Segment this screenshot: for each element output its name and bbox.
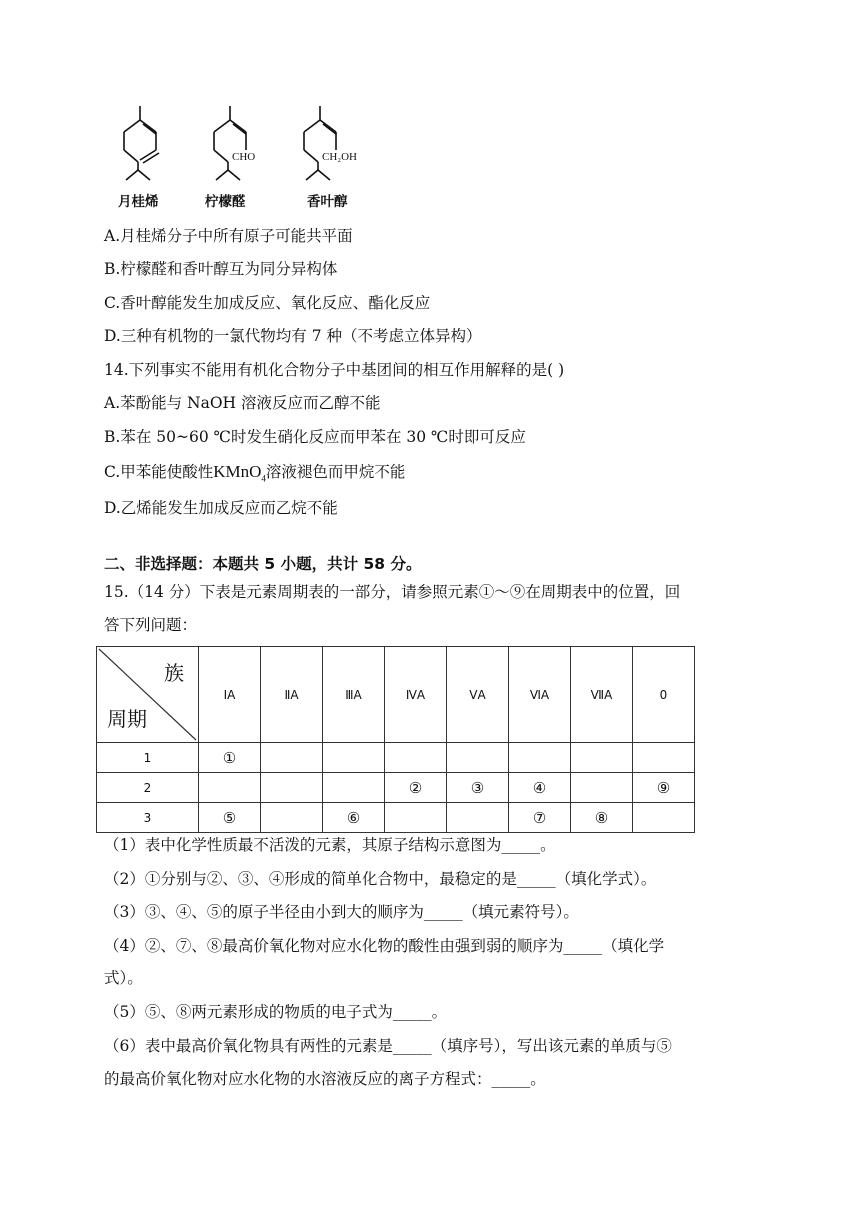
q14-option-c — [104, 462, 405, 488]
table-cell — [323, 743, 385, 773]
group-header: ⅦA — [571, 647, 633, 743]
citral-name: 柠檬醛 — [205, 194, 246, 210]
geraniol-name: 香叶醇 — [307, 194, 348, 210]
table-cell — [509, 743, 571, 773]
q15-sub-4-cont: 式）。 — [104, 969, 143, 987]
group-header: ⅠA — [199, 647, 261, 743]
table-cell — [633, 743, 695, 773]
q13-option-d: D.三种有机物的一氯代物均有 7 种（不考虑立体异构） — [104, 327, 482, 345]
q14-stem: 14.下列事实不能用有机化合物分子中基团间的相互作用解释的是( ) — [104, 361, 565, 379]
q14-option-d: D.乙烯能发生加成反应而乙烷不能 — [104, 499, 338, 517]
table-cell — [571, 743, 633, 773]
table-cell: ⑦ — [509, 803, 571, 833]
table-cell — [323, 773, 385, 803]
table-cell: ⑥ — [323, 803, 385, 833]
group-header: ⅣA — [385, 647, 447, 743]
q14-option-c-text: C.甲苯能使酸性 — [104, 463, 214, 481]
group-header: 0 — [633, 647, 695, 743]
table-cell — [447, 743, 509, 773]
q13-option-a: A.月桂烯分子中所有原子可能共平面 — [104, 227, 353, 245]
q15-stem-line2: 答下列问题： — [104, 616, 198, 634]
myrcene-structure — [124, 106, 159, 180]
table-cell: ③ — [447, 773, 509, 803]
table-cell — [199, 773, 261, 803]
q15-sub-1: （1）表中化学性质最不活泼的元素，其原子结构示意图为_____。 — [104, 836, 556, 854]
periodic-table — [96, 646, 695, 833]
table-cell — [633, 803, 695, 833]
q15-sub-6-cont: 的最高价氧化物对应水化物的水溶液反应的离子方程式：_____。 — [104, 1070, 546, 1088]
group-header: ⅡA — [261, 647, 323, 743]
table-row — [97, 773, 695, 803]
table-cell — [261, 803, 323, 833]
q15-sub-6: （6）表中最高价氧化物具有两性的元素是_____（填序号），写出该元素的单质与⑤ — [104, 1037, 672, 1055]
table-cell: ⑨ — [633, 773, 695, 803]
period-label: 周期 — [107, 707, 147, 731]
table-cell — [385, 743, 447, 773]
group-header: ⅤA — [447, 647, 509, 743]
corner-cell — [97, 647, 199, 743]
q15-sub-2: （2）①分别与②、③、④形成的简单化合物中，最稳定的是_____（填化学式）。 — [104, 870, 657, 888]
table-cell: ⑧ — [571, 803, 633, 833]
q14-option-b: B.苯在 50~60 ℃时发生硝化反应而甲苯在 30 ℃时即可反应 — [104, 428, 526, 446]
group-header: ⅥA — [509, 647, 571, 743]
table-header-row — [97, 647, 695, 743]
table-cell — [261, 743, 323, 773]
table-cell — [261, 773, 323, 803]
table-cell — [571, 773, 633, 803]
q14-option-c-tail: 溶液褪色而甲烷不能 — [265, 463, 406, 481]
table-cell: ⑤ — [199, 803, 261, 833]
group-label: 族 — [164, 661, 184, 685]
section2-heading: 二、非选择题：本题共 5 小题，共计 58 分。 — [104, 555, 422, 573]
table-cell: ④ — [509, 773, 571, 803]
myrcene-name: 月桂烯 — [118, 194, 159, 210]
q15-sub-5: （5）⑤、⑧两元素形成的物质的电子式为_____。 — [104, 1003, 448, 1021]
table-cell — [385, 803, 447, 833]
q15-sub-4: （4）②、⑦、⑧最高价氧化物对应水化物的酸性由强到弱的顺序为_____（填化学 — [104, 937, 665, 955]
table-row — [97, 743, 695, 773]
table-cell — [447, 803, 509, 833]
kmno4-formula: KMnO$_4$ — [213, 462, 266, 484]
q15-sub-3: （3）③、④、⑤的原子半径由小到大的顺序为_____（填元素符号）。 — [104, 903, 579, 921]
period-cell: 1 — [97, 743, 199, 773]
q13-option-b: B.柠檬醛和香叶醇互为同分异构体 — [104, 260, 338, 278]
q14-option-a: A.苯酚能与 NaOH 溶液反应而乙醇不能 — [104, 394, 381, 412]
group-header: ⅢA — [323, 647, 385, 743]
geraniol-structure — [304, 106, 336, 180]
period-cell: 3 — [97, 803, 199, 833]
molecule-structures — [110, 100, 390, 190]
ch2oh-label: CH₂OH — [322, 151, 358, 163]
table-cell: ② — [385, 773, 447, 803]
q15-stem-line1: 15.（14 分）下表是元素周期表的一部分，请参照元素①～⑨在周期表中的位置，回 — [104, 583, 681, 601]
citral-structure — [214, 106, 246, 180]
table-row — [97, 803, 695, 833]
cho-label: CHO — [232, 151, 256, 163]
q13-option-c: C.香叶醇能发生加成反应、氧化反应、酯化反应 — [104, 294, 431, 312]
period-cell: 2 — [97, 773, 199, 803]
table-cell: ① — [199, 743, 261, 773]
